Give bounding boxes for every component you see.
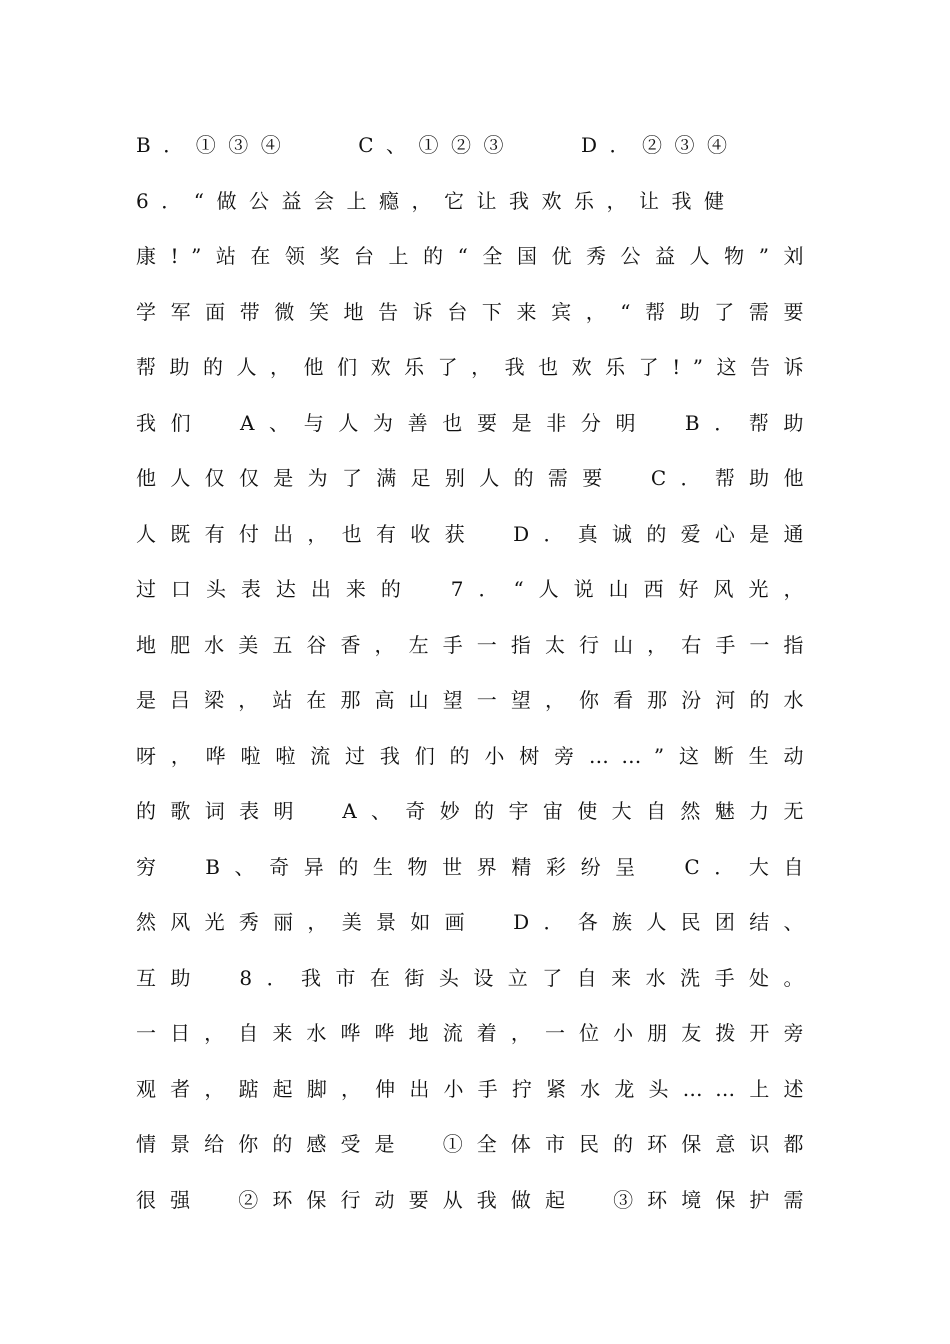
text-line: 然风光秀丽，美景如画 D．各族人民团结、	[136, 910, 816, 934]
text-line: 过口头表达出来的 7．“人说山西好风光，	[136, 577, 816, 601]
text-line: 很强 ②环保行动要从我做起 ③环境保护需	[136, 1188, 816, 1212]
text-line: 呀，哗啦啦流过我们的小树旁……”这断生动	[136, 744, 816, 768]
text-line: 他人仅仅是为了满足别人的需要 C．帮助他	[136, 466, 816, 490]
text-line: 人既有付出，也有收获 D．真诚的爱心是通	[136, 522, 816, 546]
text-line: 观者，踮起脚，伸出小手拧紧水龙头……上述	[136, 1077, 816, 1101]
text-line: 帮助的人，他们欢乐了，我也欢乐了!”这告诉	[136, 355, 816, 379]
text-line: 的歌词表明 A、奇妙的宇宙使大自然魅力无	[136, 799, 816, 823]
text-line: B．①③④ C、①②③ D．②③④	[136, 133, 740, 157]
text-line: 一日，自来水哗哗地流着，一位小朋友拨开旁	[136, 1021, 816, 1045]
text-line: 6．“做公益会上瘾，它让我欢乐，让我健	[136, 189, 737, 213]
text-line: 地肥水美五谷香，左手一指太行山，右手一指	[136, 633, 816, 657]
text-line: 互助 8．我市在街头设立了自来水洗手处。	[136, 966, 816, 990]
text-line: 是吕梁，站在那高山望一望，你看那汾河的水	[136, 688, 816, 712]
text-line: 康!”站在领奖台上的“全国优秀公益人物”刘	[136, 244, 816, 268]
text-line: 学军面带微笑地告诉台下来宾，“帮助了需要	[136, 300, 816, 324]
text-line: 我们 A、与人为善也要是非分明 B．帮助	[136, 411, 816, 435]
text-line: 情景给你的感受是 ①全体市民的环保意识都	[136, 1132, 816, 1156]
text-line: 穷 B、奇异的生物世界精彩纷呈 C．大自	[136, 855, 816, 879]
